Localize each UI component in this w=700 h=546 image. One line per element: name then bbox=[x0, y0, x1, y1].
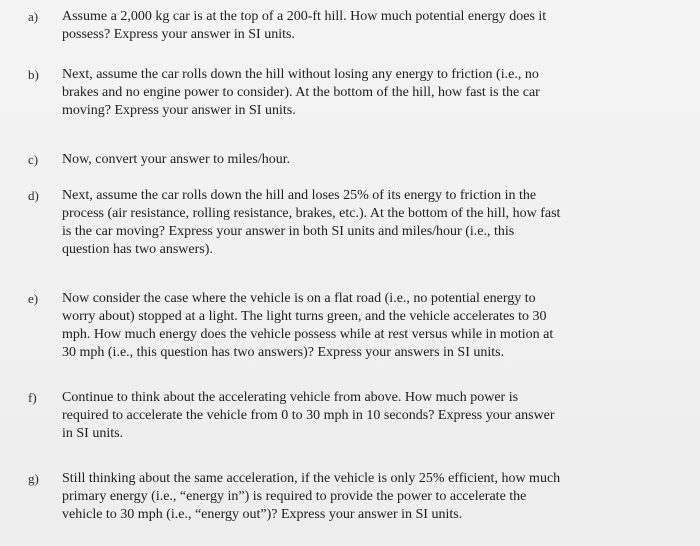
question-line: moving? Express your answer in SI units. bbox=[62, 103, 296, 118]
question-line: required to accelerate the vehicle from 0 to 30 mph in 10 seconds? Express your answer bbox=[62, 408, 555, 423]
question-line: 30 mph (i.e., this question has two answers)? Express your answers in SI units. bbox=[62, 345, 505, 360]
question-text bbox=[62, 290, 683, 362]
question-line: brakes and no engine power to consider). At the bottom of the hill, how fast is the car bbox=[62, 85, 540, 100]
question-line: primary energy (i.e., “energy in”) is required to provide the power to accelerate the bbox=[62, 489, 527, 504]
question-c bbox=[28, 151, 683, 169]
question-line: question has two answers). bbox=[62, 242, 213, 257]
question-label: a) bbox=[28, 9, 39, 24]
question-line: is the car moving? Express your answer in both SI units and miles/hour (i.e., this bbox=[62, 224, 515, 239]
question-d bbox=[28, 187, 683, 259]
question-label: c) bbox=[28, 152, 39, 167]
question-line: mph. How much energy does the vehicle possess while at rest versus while in motion at bbox=[62, 327, 554, 342]
question-line: Assume a 2,000 kg car is at the top of a 200-ft hill. How much potential energy does it bbox=[62, 9, 547, 24]
question-label: e) bbox=[28, 291, 39, 306]
question-label: d) bbox=[28, 188, 39, 203]
question-line: Continue to think about the accelerating vehicle from above. How much power is bbox=[62, 390, 519, 405]
question-line: vehicle to 30 mph (i.e., “energy out”)? Express your answer in SI units. bbox=[62, 507, 463, 522]
question-label: f) bbox=[28, 390, 37, 405]
question-label: g) bbox=[28, 471, 39, 486]
question-line: Next, assume the car rolls down the hill without losing any energy to friction (i.e., no bbox=[62, 67, 539, 82]
question-text bbox=[62, 389, 683, 443]
question-line: possess? Express your answer in SI units. bbox=[62, 27, 295, 42]
question-line: worry about) stopped at a light. The light turns green, and the vehicle accelerates to 30 bbox=[62, 309, 547, 324]
question-text bbox=[62, 187, 683, 259]
question-g bbox=[28, 470, 683, 524]
question-label: b) bbox=[28, 67, 39, 82]
question-a bbox=[28, 8, 683, 44]
question-line: process (air resistance, rolling resistance, brakes, etc.). At the bottom of the hill, how fast bbox=[62, 206, 561, 221]
question-text bbox=[62, 470, 683, 524]
question-text bbox=[62, 8, 683, 44]
question-text bbox=[62, 66, 683, 120]
question-e bbox=[28, 290, 683, 362]
question-line: in SI units. bbox=[62, 426, 124, 441]
question-line: Next, assume the car rolls down the hill and loses 25% of its energy to friction in the bbox=[62, 188, 537, 203]
question-f bbox=[28, 389, 683, 443]
question-line: Now, convert your answer to miles/hour. bbox=[62, 152, 291, 167]
question-line: Still thinking about the same acceleration, if the vehicle is only 25% efficient, how much bbox=[62, 471, 561, 486]
question-line: Now consider the case where the vehicle is on a flat road (i.e., no potential energy to bbox=[62, 291, 536, 306]
question-text bbox=[62, 151, 683, 169]
question-b bbox=[28, 66, 683, 120]
